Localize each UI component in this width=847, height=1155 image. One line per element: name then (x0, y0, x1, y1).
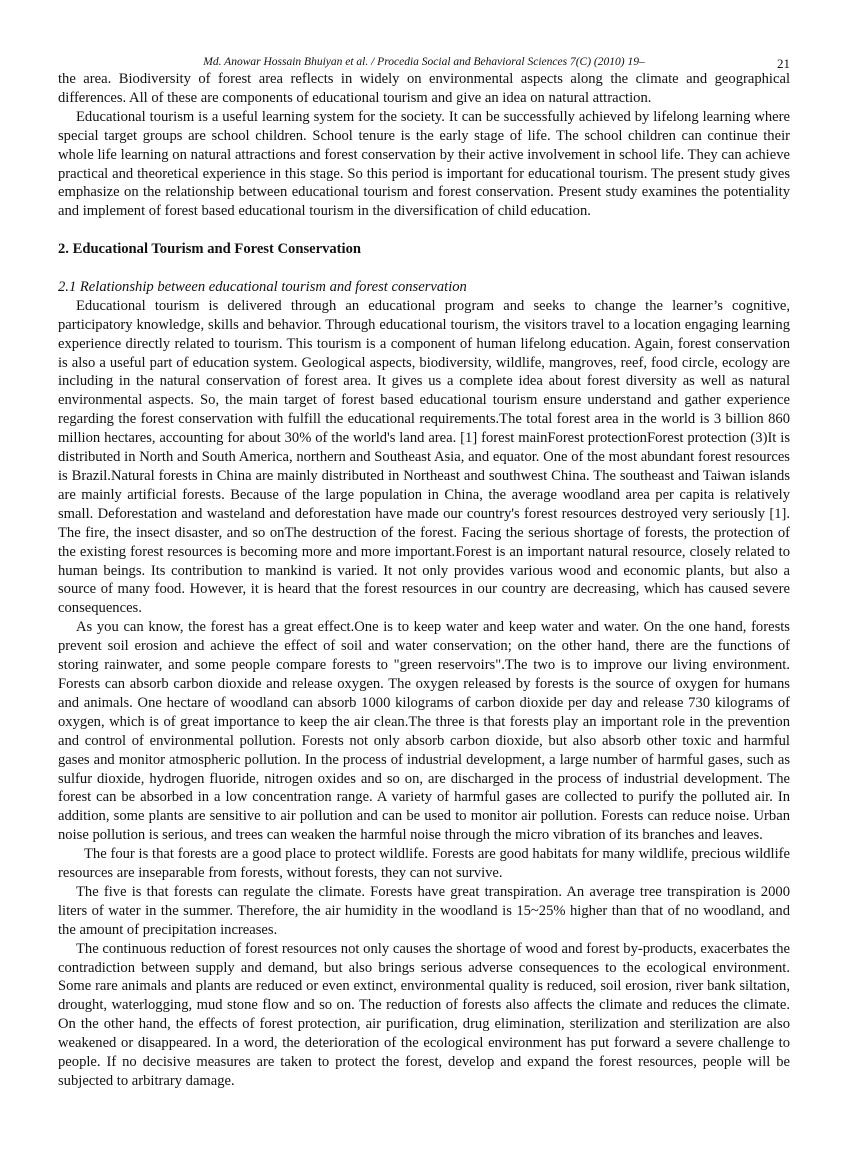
paragraph: the area. Biodiversity of forest area reflects in widely on environmental aspects along the climate and geographical differences. All of these are components of educational tourism and give an idea on natural attraction. (58, 71, 790, 106)
paragraph: As you can know, the forest has a great effect.One is to keep water and keep water and water. On the one hand, forests prevent soil erosion and achieve the effect of soil and water conservation; on the other hand, there are the functions of storing rainwater, and some people compare forests to "green reservoirs".The two is to improve our living environment. Forests can absorb carbon dioxide and release oxygen. The oxygen released by forests is the source of oxygen for humans and animals. One hectare of woodland can absorb 1000 kilograms of carbon dioxide per day and release 730 kilograms of oxygen, which is of great importance to keep the air clean.The three is that forests play an important role in the prevention and control of environmental pollution. Forests not only absorb carbon dioxide, but also absorb other toxic and harmful gases and monitor atmospheric pollution. In the process of industrial development, a large number of harmful gases, such as sulfur dioxide, hydrogen fluoride, nitrogen oxides and so on, are discharged in the process of industrial development. The forest can be absorbed in a low concentration range. A variety of harmful gases are collected to purify the polluted air. In addition, some plants are sensitive to air pollution and can be used to monitor air pollution. Forests can reduce noise. Urban noise pollution is serious, and trees can weaken the harmful noise through the micro vibration of its branches and leaves. (58, 619, 790, 844)
running-title: Md. Anowar Hossain Bhuiyan et al. / Procedia Social and Behavioral Sciences 7(C) (2010) 19– (203, 56, 645, 68)
paragraph: Educational tourism is a useful learning system for the society. It can be successfully achieved by lifelong learning where special target groups are school children. School tenure is the early stage of life. The school children can continue their whole life learning on natural attractions and forest conservation by their active involvement in school life. They can achieve practical and theoretical experience in this stage. So this period is important for educational tourism. The present study gives emphasize on the relationship between educational tourism and forest conservation. Present study examines the potentiality and implement of forest based educational tourism in the diversification of child education. (58, 108, 790, 220)
page-body (58, 70, 790, 1091)
section-heading: 2. Educational Tourism and Forest Conservation (58, 241, 361, 258)
page-number: 21 (777, 56, 790, 71)
paragraph: The four is that forests are a good place to protect wildlife. Forests are good habitats for many wildlife, precious wildlife resources are inseparable from forests, without forests, they can not survive. (58, 846, 790, 882)
paragraph: Educational tourism is delivered through an educational program and seeks to change the learner’s cognitive, participatory knowledge, skills and behavior. Through educational tourism, the visitors travel to a location engaging learning experience directly related to tourism. This tourism is a component of human lifelong education. Again, forest conservation is also a useful part of education system. Geological aspects, biodiversity, wildlife, mangroves, reef, food circle, ecology are including in the natural conservation of forest area. It gives us a complete idea about forest diversity as well as natural environmental aspects. So, the main target of forest based educational tourism ensure understand and gather experience regarding the forest conservation with fulfill the educational requirements.The total forest area in the world is 3 billion 860 million hectares, accounting for about 30% of the world's land area. [1] forest mainForest protectionForest protection (3)It is distributed in North and South America, northern and Southeast Asia, and equator. One of the most abundant forest resources is Brazil.Natural forests in China are mainly distributed in Northeast and southwest China. The southeast and Taiwan islands are mainly artificial forests. Because of the large population in China, the average woodland area per capita is relatively small. Deforestation and wasteland and deforestation have made our country's forest resources destroyed very seriously [1]. The fire, the insect disaster, and so onThe destruction of the forest. Facing the serious shortage of forests, the protection of the existing forest resources is becoming more and more important.Forest is an important natural resource, closely related to human beings. Its contribution to mankind is varied. It not only provides various wood and economic plants, but also a source of many food. However, it is heard that the forest resources in our country are decreasing, which has caused severe consequences. (58, 297, 790, 617)
subsection-heading: 2.1 Relationship between educational tourism and forest conservation (58, 278, 467, 295)
paragraph: The five is that forests can regulate the climate. Forests have great transpiration. An average tree transpiration is 2000 liters of water in the summer. Therefore, the air humidity in the woodland is 15~25% higher than that of no woodland, and the amount of precipitation increases. (58, 883, 790, 938)
paragraph: The continuous reduction of forest resources not only causes the shortage of wood and forest by-products, exacerbates the contradiction between supply and demand, but also brings serious adverse consequences to the ecological environment. Some rare animals and plants are reduced or even extinct, environmental quality is reduced, soil erosion, river bank siltation, drought, waterlogging, mud stone flow and so on. The reduction of forests also affects the climate and reduces the climate. On the other hand, the effects of forest protection, air purification, drug elimination, sterilization and sterilization are also weakened or disappeared. In a word, the deterioration of the ecological environment has put forward a severe challenge to people. If no decisive measures are taken to protect the forest, develop and expand the forest resources, people will be subjected to arbitrary damage. (58, 940, 790, 1089)
